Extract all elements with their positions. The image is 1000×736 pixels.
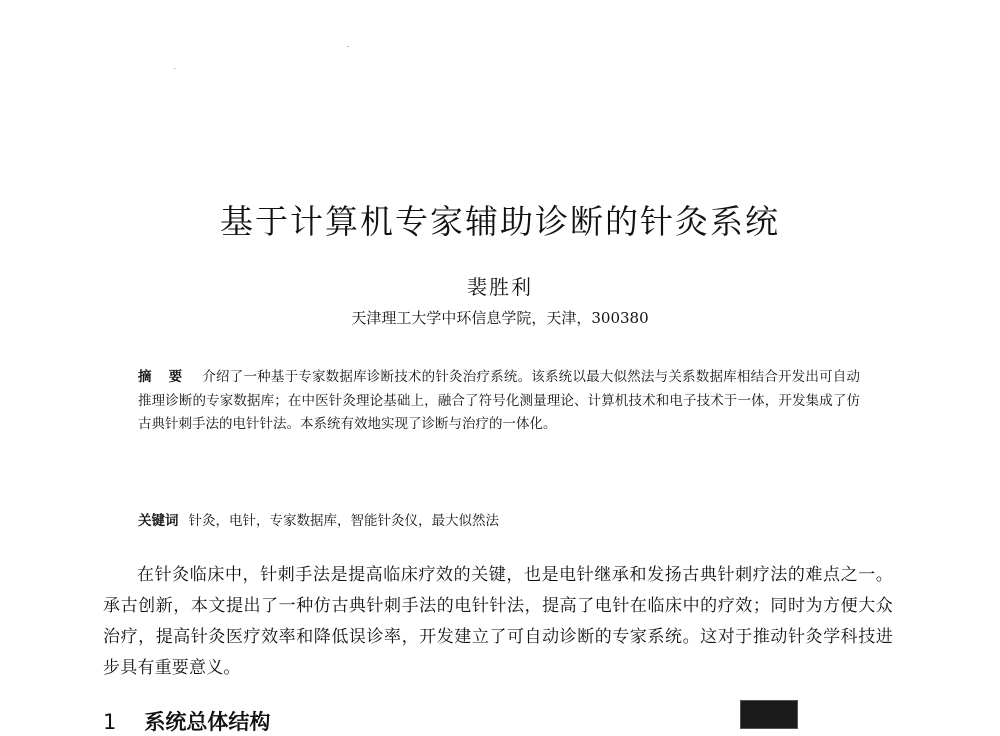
keywords-label: 关键词 xyxy=(138,513,179,529)
author-name: 裴胜利 xyxy=(467,275,533,299)
abstract-block xyxy=(138,366,860,437)
scan-speck xyxy=(174,68,176,69)
paper-title: 基于计算机专家辅助诊断的针灸系统 xyxy=(220,202,780,241)
abstract-label: 摘 要 xyxy=(138,369,189,385)
section-number: 1 xyxy=(103,710,117,734)
section-heading xyxy=(103,706,270,736)
keywords-text: 针灸，电针，专家数据库，智能针灸仪，最大似然法 xyxy=(188,513,499,529)
author-affiliation: 天津理工大学中环信息学院，天津，300380 xyxy=(351,309,649,327)
figure-image xyxy=(740,700,798,729)
scan-speck xyxy=(347,46,349,47)
abstract-text: 介绍了一种基于专家数据库诊断技术的针灸治疗系统。该系统以最大似然法与关系数据库相结合开发出可自动推理诊断的专家数据库；在中医针灸理论基础上，融合了符号化测量理论、计算机技术和电子技术于一体，开发集成了仿古典针刺手法的电针针法。本系统有效地实现了诊断与治疗的一体化。 xyxy=(138,369,861,432)
intro-paragraph: 在针灸临床中，针刺手法是提高临床疗效的关键，也是电针继承和发扬古典针刺疗法的难点之一。承古创新，本文提出了一种仿古典针刺手法的电针针法，提高了电针在临床中的疗效；同时为方便大众治疗，提高针灸医疗效率和降低误诊率，开发建立了可自动诊断的专家系统。这对于推动针灸学科技进步具有重要意义。 xyxy=(103,565,893,678)
keywords-block xyxy=(138,509,860,529)
section-title: 系统总体结构 xyxy=(144,710,271,734)
